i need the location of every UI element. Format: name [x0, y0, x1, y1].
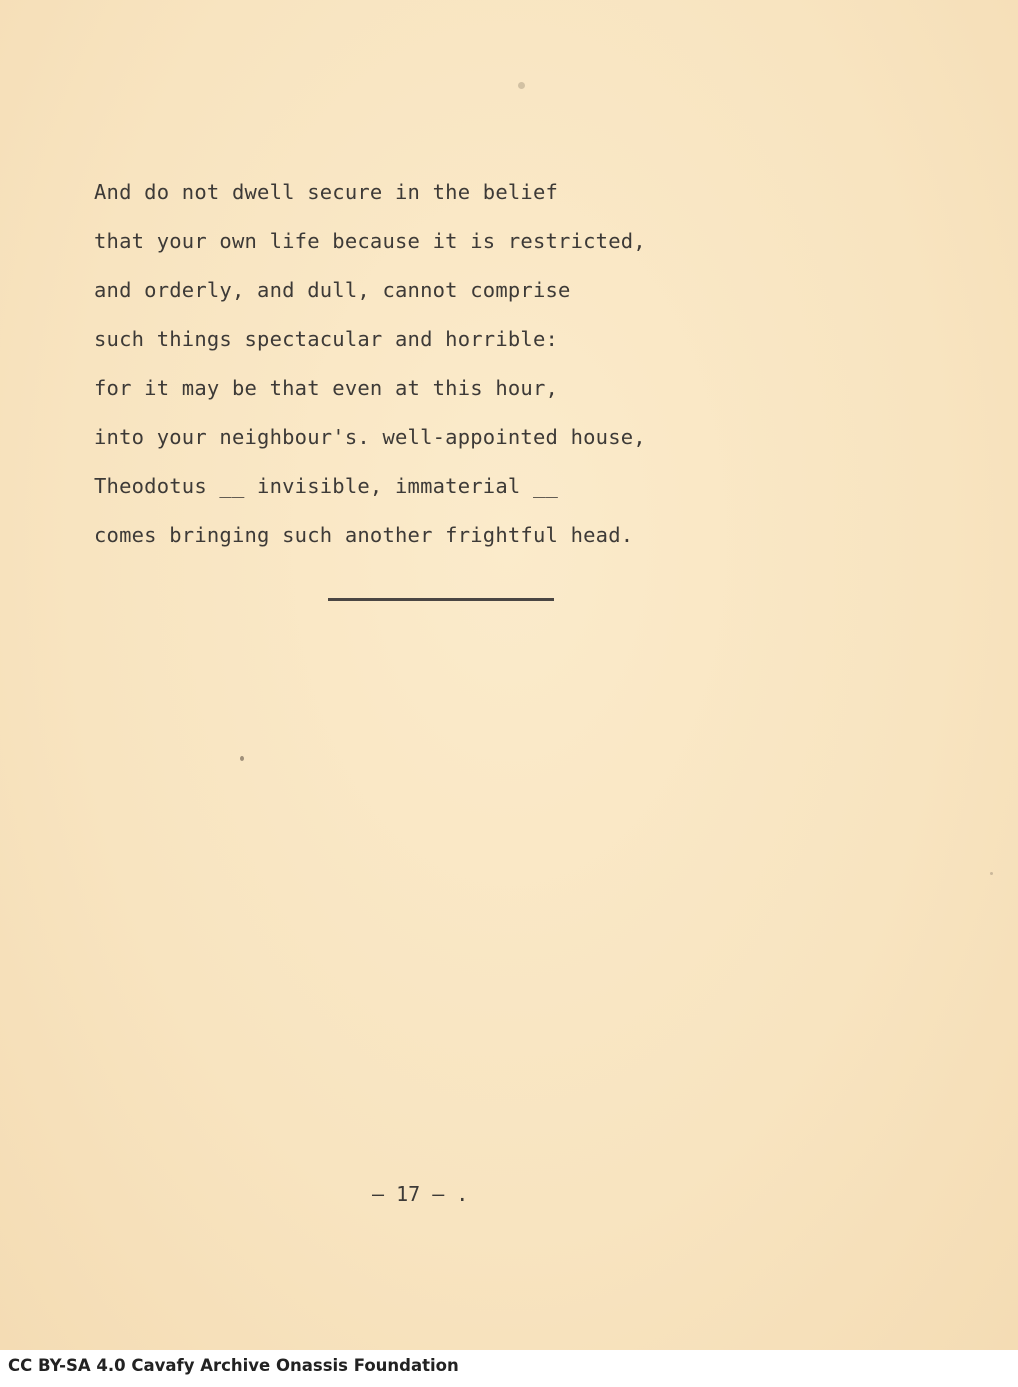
poem-text: [94, 168, 646, 560]
poem-line: and orderly, and dull, cannot comprise: [94, 278, 571, 302]
poem-line: for it may be that even at this hour,: [94, 376, 559, 400]
page-number: — 17 — .: [372, 1182, 469, 1206]
license-credit: CC BY-SA 4.0 Cavafy Archive Onassis Foundation: [8, 1356, 459, 1375]
poem-line: that your own life because it is restricted,: [94, 229, 646, 253]
poem-line: such things spectacular and horrible:: [94, 327, 559, 351]
poem-line: Theodotus __ invisible, immaterial __: [94, 474, 559, 498]
poem-line: comes bringing such another frightful head.: [94, 523, 634, 547]
poem-line: into your neighbour's. well-appointed house,: [94, 425, 646, 449]
footer-bar: [0, 1350, 1018, 1387]
poem-line: And do not dwell secure in the belief: [94, 180, 559, 204]
end-rule: [328, 598, 554, 601]
